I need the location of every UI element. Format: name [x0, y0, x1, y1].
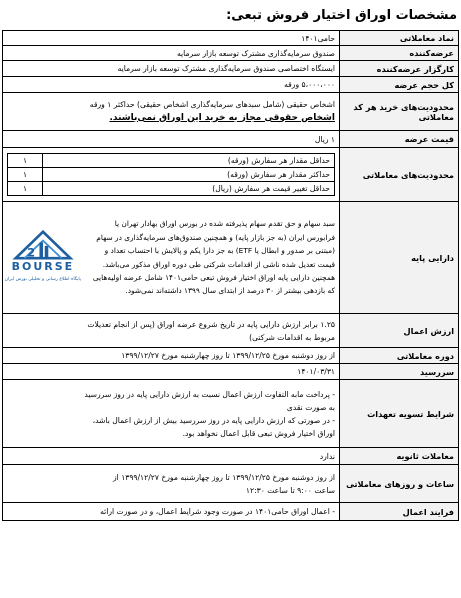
exercise-value: - اعمال اوراق حامی۱۴۰۱ در صورت وجود شرایط اعمال، و در صورت ارائه — [3, 503, 340, 521]
volume-value: ۵،۰۰۰،۰۰۰ ورقه — [3, 77, 340, 93]
row-label: شرایط تسویه تعهدات — [340, 380, 459, 448]
row-label: کل حجم عرضه — [340, 77, 459, 93]
row-label: سررسید — [340, 364, 459, 380]
document-title: مشخصات اوراق اختیار فروش تبعی: — [226, 8, 457, 23]
row-volume — [3, 77, 459, 93]
underlying-line: فرابورس ایران (به جز بازار پایه) و همچنین صندوق‌های سرمایه‌گذاری در سهام — [96, 232, 335, 242]
trade-limits-value — [3, 148, 340, 202]
row-symbol — [3, 31, 459, 46]
limit-name: حداقل مقدار هر سفارش (ورقه) — [43, 154, 335, 168]
row-label: دارایی پایه — [340, 202, 459, 314]
underlying-text — [89, 215, 339, 299]
row-price — [3, 131, 459, 148]
buy-limit-natural: اشخاص حقیقی (شامل سبدهای سرمایه‌گذاری اشخاص حقیقی) حداکثر ۱ ورقه — [89, 99, 335, 109]
underlying-line: (مبتنی بر صدور و ابطال یا ETF) به جز دارا یکم و پالایش با احتساب تعداد و — [104, 246, 335, 256]
row-label: کارگزار عرضه‌کننده — [340, 61, 459, 77]
strike-line: ۱.۲۵ برابر ارزش دارایی پایه در تاریخ شروع عرضه اوراق (پس از انجام تعدیلات — [87, 319, 335, 329]
row-underlying — [3, 202, 459, 314]
bourse-logo-mark-icon — [8, 230, 78, 260]
settlement-line: - در صورتی که ارزش دارایی پایه در روز سررسید بیش از ارزش اعمال باشد، — [92, 415, 335, 425]
table-row — [8, 182, 335, 196]
row-issuer — [3, 46, 459, 61]
row-label: ساعات و روزهای معاملاتی — [340, 465, 459, 503]
secondary-value: ندارد — [3, 448, 340, 465]
strike-line: مربوط به اقدامات شرکتی) — [249, 332, 335, 342]
row-label: معاملات ثانویه — [340, 448, 459, 465]
underlying-line: که بازدهی بیشتر از ۳۰ درصد از ابتدای سال ۱۳۹۹ داشته‌اند نمی‌شود. — [125, 286, 335, 296]
settlement-value — [3, 380, 340, 448]
row-label: دوره معاملاتی — [340, 348, 459, 364]
underlying-content — [3, 215, 339, 299]
row-maturity — [3, 364, 459, 380]
row-label: عرضه‌کننده — [340, 46, 459, 61]
row-label: محدودیت‌های خرید هر کد معاملاتی — [340, 93, 459, 131]
issuer-value: صندوق سرمایه‌گذاری مشترک توسعه بازار سرمایه — [3, 46, 340, 61]
row-trade-limits — [3, 148, 459, 202]
spec-table — [2, 30, 459, 521]
row-label: محدودیت‌های معاملاتی — [340, 148, 459, 202]
hours-line: از روز دوشنبه مورخ ۱۳۹۹/۱۲/۲۵ تا روز چهارشنبه مورخ ۱۳۹۹/۱۲/۲۷ از — [112, 472, 335, 482]
period-value: از روز دوشنبه مورخ ۱۳۹۹/۱۲/۲۵ تا روز چهارشنبه مورخ ۱۳۹۹/۱۲/۲۷ — [3, 348, 340, 364]
price-value: ۱ ریال — [3, 131, 340, 148]
strike-value — [3, 314, 340, 348]
row-label: نماد معاملاتی — [340, 31, 459, 46]
row-secondary — [3, 448, 459, 465]
table-row — [8, 168, 335, 182]
row-exercise — [3, 503, 459, 521]
limit-name: حداکثر مقدار هر سفارش (ورقه) — [43, 168, 335, 182]
buy-limit-legal: اشخاص حقوقی مجاز به خرید این اوراق نمی‌باشند. — [109, 112, 335, 123]
hours-value — [3, 465, 340, 503]
row-hours — [3, 465, 459, 503]
row-period — [3, 348, 459, 364]
limit-value: ۱ — [8, 154, 43, 168]
row-strike — [3, 314, 459, 348]
logo-tagline: پایگاه اطلاع رسانی و تحلیلی بورس ایران — [4, 276, 82, 282]
row-label: فرایند اعمال — [340, 503, 459, 521]
maturity-value: ۱۴۰۱/۰۳/۳۱ — [3, 364, 340, 380]
row-label: ارزش اعمال — [340, 314, 459, 348]
logo-wordmark: BOURSE — [11, 259, 75, 273]
buy-limits-value — [3, 93, 340, 131]
table-row — [8, 154, 335, 168]
limit-value: ۱ — [8, 182, 43, 196]
row-settlement — [3, 380, 459, 448]
settlement-line: اوراق اختیار فروش تبعی قابل اعمال نخواهد بود. — [182, 428, 335, 438]
broker-value: ایستگاه اختصاصی صندوق سرمایه‌گذاری مشترک توسعه بازار سرمایه — [3, 61, 340, 77]
underlying-value — [3, 202, 340, 314]
trade-limits-table — [7, 153, 335, 196]
limit-value: ۱ — [8, 168, 43, 182]
hours-line: ساعت ۹:۰۰ تا ساعت ۱۲:۳۰ — [245, 485, 335, 495]
row-broker — [3, 61, 459, 77]
symbol-value: حامی۱۴۰۱ — [3, 31, 340, 46]
bourse-logo — [3, 230, 83, 286]
settlement-line: - پرداخت مابه التفاوت ارزش اعمال نسبت به ارزش دارایی پایه در روز سررسید — [84, 389, 335, 399]
underlying-line: همچنین دارایی پایه اوراق اختیار فروش تبعی حامی۱۴۰۱ شامل عرضه اولیه‌هایی — [92, 272, 335, 282]
svg-text:2: 2 — [26, 244, 35, 259]
settlement-line: به صورت نقدی — [286, 402, 335, 412]
row-buy-limits — [3, 93, 459, 131]
limit-name: حداقل تغییر قیمت هر سفارش (ریال) — [43, 182, 335, 196]
underlying-line: سبد سهام و حق تقدم سهام پذیرفته شده در بورس اوراق بهادار تهران یا — [114, 219, 335, 229]
row-label: قیمت عرضه — [340, 131, 459, 148]
underlying-line: قیمت تعدیل شده ناشی از اقدامات شرکتی طی دوره اوراق مذکور می‌باشد. — [102, 259, 335, 269]
